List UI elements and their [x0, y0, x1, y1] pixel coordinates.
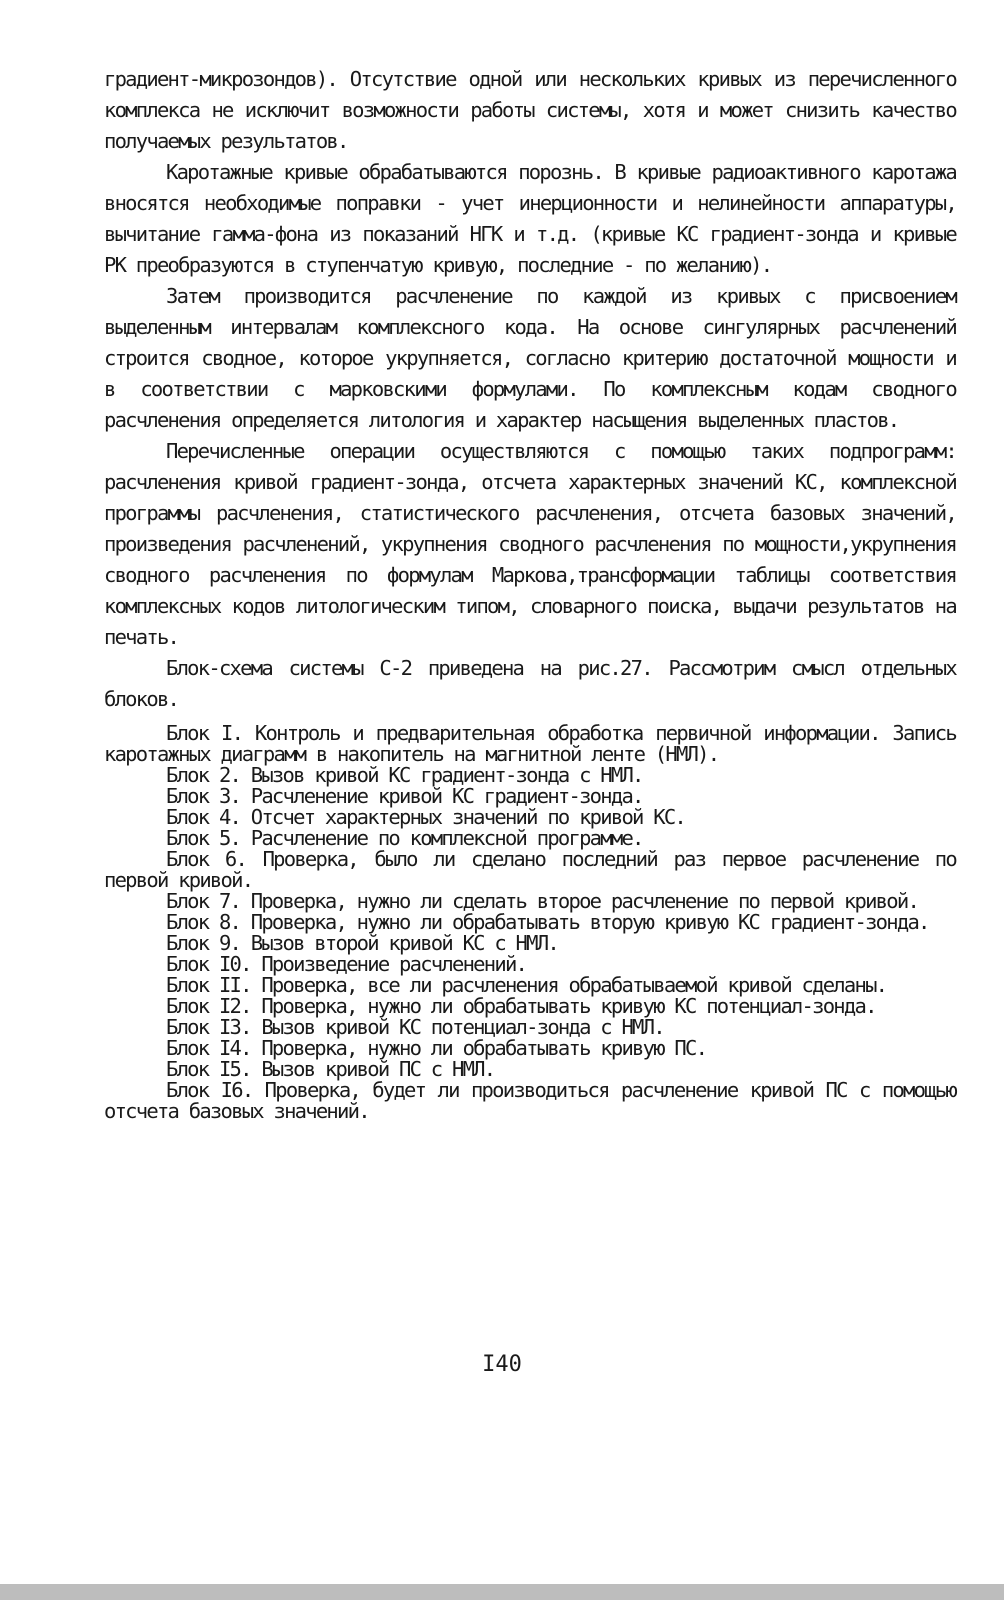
- paragraph-4: Перечисленные операции осуществляются с помощью таких подпрограмм: расчленения кривой градиент-зонда, отсчета характерных значений КС, комплексной программы расчленения, статистического расчленения, отсчета базовых значений, произведения расчленений, укрупнения сводного расчленения по мощности,укрупнения сводного расчленения по формулам Маркова,трансформации таблицы соответствия комплексных кодов литологическим типом, словарного поиска, выдачи результатов на печать.: [104, 439, 956, 649]
- block-item: Блок I6. Проверка, будет ли производиться расчленение кривой ПС с помощью отсчета базовых значений.: [104, 1078, 956, 1123]
- block-item: Блок 9. Вызов второй кривой КС с НМЛ.: [166, 931, 558, 955]
- page-number: I40: [482, 1352, 522, 1377]
- block-item: Блок 2. Вызов кривой КС градиент-зонда с НМЛ.: [166, 763, 643, 787]
- paragraph-3: Затем производится расчленение по каждой из кривых с присвоением выделенным интервалам комплексного кода. На основе сингулярных расчленений строится сводное, которое укрупняется, согласно критерию достаточной мощности и в соответствии с марковскими формулами. По комплексным кодам сводного расчленения определяется литология и характер насыщения выделенных пластов.: [104, 284, 956, 432]
- block-item: Блок 4. Отсчет характерных значений по кривой КС.: [166, 805, 686, 829]
- page-body: [104, 64, 956, 1122]
- block-item: Блок 8. Проверка, нужно ли обрабатывать вторую кривую КС градиент-зонда.: [166, 910, 929, 934]
- paragraph-1: градиент-микрозондов). Отсутствие одной или нескольких кривых из перечисленного комплекса не исключит возможности работы системы, хотя и может снизить качество получаемых результатов.: [104, 67, 956, 153]
- paragraph-5: Блок-схема системы С-2 приведена на рис.27. Рассмотрим смысл отдельных блоков.: [104, 656, 956, 711]
- block-item: Блок 3. Расчленение кривой КС градиент-зонда.: [166, 784, 643, 808]
- block-item: Блок I0. Произведение расчленений.: [166, 952, 527, 976]
- block-item: Блок II. Проверка, все ли расчленения обрабатываемой кривой сделаны.: [166, 973, 887, 997]
- block-item: Блок I3. Вызов кривой КС потенциал-зонда с НМЛ.: [166, 1015, 664, 1039]
- main-text: [104, 64, 956, 715]
- block-item: Блок I2. Проверка, нужно ли обрабатывать кривую КС потенциал-зонда.: [166, 994, 876, 1018]
- block-item: Блок 5. Расчленение по комплексной программе.: [166, 826, 643, 850]
- block-item: Блок I4. Проверка, нужно ли обрабатывать кривую ПС.: [166, 1036, 707, 1060]
- paragraph-2: Каротажные кривые обрабатываются порознь. В кривые радиоактивного каротажа вносятся необходимые поправки - учет инерционности и нелинейности аппаратуры, вычитание гамма-фона из показаний НГК и т.д. (кривые КС градиент-зонда и кривые РК преобразуются в ступенчатую кривую, последние - по желанию).: [104, 160, 956, 277]
- block-list: [104, 723, 956, 1122]
- block-item: Блок I. Контроль и предварительная обработка первичной информации. Запись каротажных диаграмм в накопитель на магнитной ленте (НМЛ).: [104, 721, 956, 766]
- block-item: Блок 6. Проверка, было ли сделано последний раз первое расчленение по первой кривой.: [104, 847, 956, 892]
- scan-edge: [0, 1584, 1004, 1600]
- block-item: Блок I5. Вызов кривой ПС с НМЛ.: [166, 1057, 495, 1081]
- block-item: Блок 7. Проверка, нужно ли сделать второе расчленение по первой кривой.: [166, 889, 919, 913]
